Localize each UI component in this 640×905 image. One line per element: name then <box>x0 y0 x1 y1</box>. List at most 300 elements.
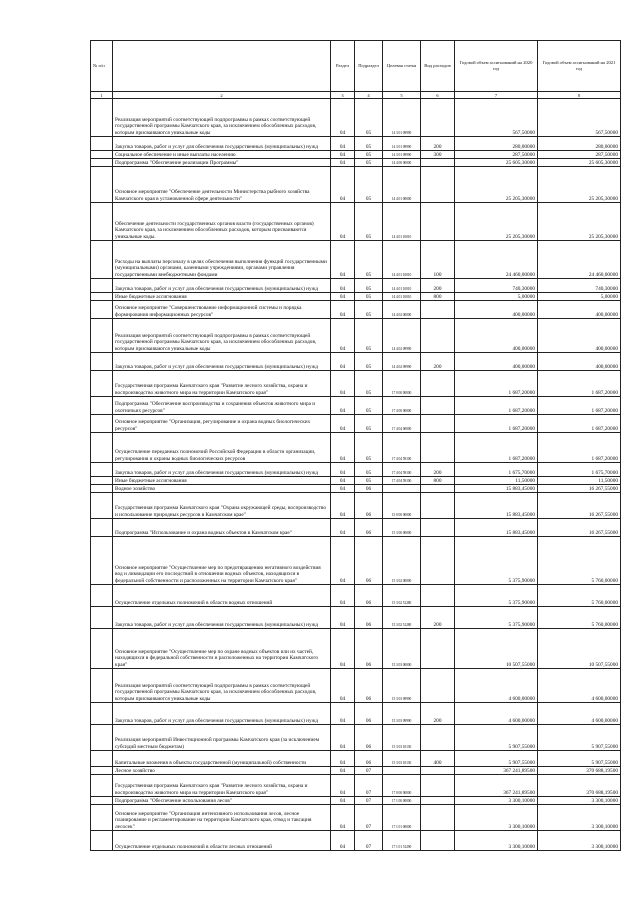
row-section-cell: 04 <box>331 99 355 137</box>
row-subsection-cell: 07 <box>355 767 383 775</box>
budget-table <box>90 40 621 851</box>
row-exp-type-cell <box>421 669 455 703</box>
row-subsection-cell: 05 <box>355 99 383 137</box>
row-section-cell: 04 <box>331 203 355 241</box>
row-amount-2021-cell: 16 267,55000 <box>538 519 621 537</box>
row-amount-2020-cell: 1 687,20000 <box>455 433 538 463</box>
row-number-cell <box>91 167 113 203</box>
row-amount-2020-cell: 3 300,10000 <box>455 831 538 851</box>
row-number-cell <box>91 775 113 797</box>
row-number-cell <box>91 137 113 151</box>
row-subsection-cell: 06 <box>355 669 383 703</box>
table-row <box>91 433 621 463</box>
row-name-cell: Реализация мероприятий соответствующей подпрограммы в рамках соответствующей государственной программы Камчатского края, за исключением обособленных расходов, которым присваиваются уникальные коды <box>113 319 331 353</box>
row-target-cell: 14 3 01 09990 <box>383 99 421 137</box>
row-subsection-cell: 06 <box>355 629 383 669</box>
row-section-cell: 04 <box>331 629 355 669</box>
row-section-cell: 04 <box>331 831 355 851</box>
row-amount-2021-cell: 5 760,00000 <box>538 585 621 607</box>
table-row <box>91 775 621 797</box>
row-target-cell: 17 0 00 00000 <box>383 775 421 797</box>
header-name <box>113 41 331 92</box>
row-amount-2021-cell: 3 300,10000 <box>538 805 621 831</box>
row-amount-2020-cell: 287,50000 <box>455 151 538 159</box>
table-row <box>91 831 621 851</box>
column-number: 1 <box>91 92 113 99</box>
row-name-cell: Капитальные вложения в объекты государственной (муниципальной) собственности <box>113 751 331 767</box>
row-subsection-cell: 05 <box>355 279 383 293</box>
row-amount-2021-cell: 1 687,20000 <box>538 433 621 463</box>
row-exp-type-cell <box>421 397 455 415</box>
table-row <box>91 167 621 203</box>
row-amount-2020-cell: 1 687,20000 <box>455 415 538 433</box>
row-number-cell <box>91 537 113 585</box>
row-name-cell: Закупка товаров, работ и услуг для обеспечения государственных (муниципальных) нужд <box>113 137 331 151</box>
row-subsection-cell: 05 <box>355 477 383 485</box>
row-section-cell: 04 <box>331 751 355 767</box>
column-number: 8 <box>538 92 621 99</box>
row-name-cell: Государственная программа Камчатского края "Охрана окружающей среды, воспроизводство и использование природных ресурсов в Камчатском крае" <box>113 493 331 519</box>
row-subsection-cell: 05 <box>355 433 383 463</box>
row-amount-2021-cell: 400,00000 <box>538 319 621 353</box>
row-exp-type-cell <box>421 319 455 353</box>
row-amount-2021-cell: 16 267,55000 <box>538 485 621 493</box>
row-amount-2020-cell: 400,00000 <box>455 301 538 319</box>
row-amount-2021-cell: 24 460,00000 <box>538 241 621 279</box>
row-name-cell: Лесное хозяйство <box>113 767 331 775</box>
row-section-cell: 04 <box>331 607 355 629</box>
table-row <box>91 137 621 151</box>
row-number-cell <box>91 397 113 415</box>
row-subsection-cell: 06 <box>355 537 383 585</box>
row-amount-2020-cell: 5 375,90000 <box>455 585 538 607</box>
row-name-cell: Основное мероприятие "Совершенствование информационной системы и порядка формирования информационных ресурсов" <box>113 301 331 319</box>
row-name-cell: Расходы на выплаты персоналу в целях обеспечения выполнения функций государственными (муниципальными) органами, казенными учреждениями, органами управления государственными внебюджетными фондами <box>113 241 331 279</box>
column-number: 5 <box>383 92 421 99</box>
row-exp-type-cell <box>421 493 455 519</box>
row-subsection-cell: 06 <box>355 703 383 725</box>
row-target-cell: 14 4 01 10010 <box>383 279 421 293</box>
row-amount-2020-cell: 5 375,90000 <box>455 537 538 585</box>
row-amount-2020-cell: 400,00000 <box>455 353 538 371</box>
row-name-cell: Обеспечение деятельности государственных органов власти (государственных органов) Камчатского края, за исключением обособленных расходов, которым присваиваются уникальные коды. <box>113 203 331 241</box>
row-exp-type-cell <box>421 371 455 397</box>
row-exp-type-cell <box>421 775 455 797</box>
row-target-cell: 14 4 02 09990 <box>383 319 421 353</box>
row-name-cell: Закупка товаров, работ и услуг для обеспечения государственных (муниципальных) нужд <box>113 463 331 477</box>
row-section-cell: 04 <box>331 805 355 831</box>
header-row <box>91 41 621 92</box>
table-row <box>91 353 621 371</box>
header-exp-type: Вид расходов <box>421 41 455 92</box>
table-row <box>91 629 621 669</box>
column-number: 6 <box>421 92 455 99</box>
row-subsection-cell: 05 <box>355 293 383 301</box>
table-row <box>91 797 621 805</box>
row-amount-2020-cell: 1 687,20000 <box>455 371 538 397</box>
row-amount-2020-cell: 3 300,10000 <box>455 805 538 831</box>
row-name-cell: Реализация мероприятий соответствующей подпрограммы в рамках соответствующей государственной программы Камчатского края, за исключением обособленных расходов, которым присваиваются уникальные коды <box>113 669 331 703</box>
row-amount-2020-cell: 280,00000 <box>455 137 538 151</box>
row-number-cell <box>91 159 113 167</box>
row-amount-2020-cell: 24 460,00000 <box>455 241 538 279</box>
table-body <box>91 99 621 851</box>
row-subsection-cell: 05 <box>355 151 383 159</box>
row-exp-type-cell <box>421 767 455 775</box>
row-target-cell: 17 4 04 00000 <box>383 415 421 433</box>
row-amount-2020-cell: 25 205,30000 <box>455 203 538 241</box>
row-subsection-cell: 07 <box>355 805 383 831</box>
row-name-cell: Государственная программа Камчатского края "Развитие лесного хозяйства, охрана и воспроизводство животного мира на территории Камчатского края" <box>113 371 331 397</box>
row-target-cell: 15 3 03 09990 <box>383 669 421 703</box>
row-subsection-cell: 06 <box>355 485 383 493</box>
table-row <box>91 241 621 279</box>
table-row <box>91 371 621 397</box>
row-target-cell: 15 0 00 00000 <box>383 493 421 519</box>
row-target-cell: 15 3 00 00000 <box>383 519 421 537</box>
row-name-cell: Закупка товаров, работ и услуг для обеспечения государственных (муниципальных) нужд <box>113 607 331 629</box>
row-section-cell: 04 <box>331 767 355 775</box>
row-exp-type-cell: 200 <box>421 703 455 725</box>
row-amount-2021-cell: 4 600,00000 <box>538 669 621 703</box>
row-subsection-cell: 06 <box>355 519 383 537</box>
column-number: 2 <box>113 92 331 99</box>
table-row <box>91 319 621 353</box>
table-row <box>91 485 621 493</box>
row-section-cell: 04 <box>331 371 355 397</box>
column-number: 7 <box>455 92 538 99</box>
row-exp-type-cell: 200 <box>421 353 455 371</box>
table-row <box>91 607 621 629</box>
row-amount-2021-cell: 10 507,55000 <box>538 629 621 669</box>
row-exp-type-cell: 200 <box>421 279 455 293</box>
row-section-cell: 04 <box>331 137 355 151</box>
row-amount-2020-cell: 400,00000 <box>455 319 538 353</box>
row-amount-2021-cell: 370 688,19500 <box>538 767 621 775</box>
row-amount-2020-cell: 5 907,55000 <box>455 751 538 767</box>
row-subsection-cell: 06 <box>355 725 383 751</box>
row-section-cell: 04 <box>331 775 355 797</box>
row-amount-2021-cell: 400,00000 <box>538 353 621 371</box>
row-target-cell: 17 1 00 00000 <box>383 797 421 805</box>
row-target-cell: 15 3 03 09990 <box>383 703 421 725</box>
row-amount-2021-cell: 370 688,19500 <box>538 775 621 797</box>
row-exp-type-cell <box>421 805 455 831</box>
row-target-cell: 17 0 00 00000 <box>383 371 421 397</box>
row-amount-2021-cell: 4 600,00000 <box>538 703 621 725</box>
row-amount-2021-cell: 5 907,55000 <box>538 751 621 767</box>
row-section-cell: 04 <box>331 159 355 167</box>
row-target-cell: 14 4 01 00000 <box>383 167 421 203</box>
row-exp-type-cell: 200 <box>421 137 455 151</box>
row-number-cell <box>91 797 113 805</box>
row-exp-type-cell: 100 <box>421 241 455 279</box>
row-number-cell <box>91 293 113 301</box>
row-section-cell: 04 <box>331 797 355 805</box>
row-exp-type-cell <box>421 485 455 493</box>
row-number-cell <box>91 485 113 493</box>
header-year-2021: Годовой объем ассигнований на 2021 год <box>538 41 621 92</box>
table-row <box>91 151 621 159</box>
row-number-cell <box>91 805 113 831</box>
row-amount-2021-cell: 1 687,20000 <box>538 371 621 397</box>
row-target-cell: 15 3 03 10130 <box>383 725 421 751</box>
row-name-cell: Основное мероприятие "Организация, регулирование и охрана водных биологических ресурсов" <box>113 415 331 433</box>
row-section-cell: 04 <box>331 415 355 433</box>
row-target-cell: 15 3 02 51280 <box>383 585 421 607</box>
row-number-cell <box>91 725 113 751</box>
row-target-cell: 14 3 01 09990 <box>383 151 421 159</box>
table-row <box>91 99 621 137</box>
table-row <box>91 751 621 767</box>
row-subsection-cell: 06 <box>355 751 383 767</box>
row-target-cell: 14 4 02 09990 <box>383 353 421 371</box>
row-subsection-cell: 05 <box>355 463 383 477</box>
row-amount-2021-cell: 5,00000 <box>538 293 621 301</box>
row-section-cell: 04 <box>331 493 355 519</box>
row-amount-2020-cell: 367 241,89500 <box>455 767 538 775</box>
column-numbers-row <box>91 92 621 99</box>
header-year-2020: Годовой объем ассигнований на 2020 год <box>455 41 538 92</box>
header-target: Целевая статья <box>383 41 421 92</box>
row-amount-2021-cell: 1 687,20000 <box>538 397 621 415</box>
table-row <box>91 397 621 415</box>
row-amount-2021-cell: 16 267,55000 <box>538 493 621 519</box>
row-number-cell <box>91 279 113 293</box>
row-amount-2021-cell: 1 687,20000 <box>538 415 621 433</box>
row-exp-type-cell: 800 <box>421 477 455 485</box>
column-number: 4 <box>355 92 383 99</box>
row-target-cell: 14 3 01 09990 <box>383 137 421 151</box>
row-section-cell: 04 <box>331 293 355 301</box>
row-exp-type-cell <box>421 797 455 805</box>
row-exp-type-cell <box>421 203 455 241</box>
row-section-cell: 04 <box>331 537 355 585</box>
row-exp-type-cell <box>421 159 455 167</box>
row-target-cell: 14 4 02 00000 <box>383 301 421 319</box>
row-number-cell <box>91 151 113 159</box>
row-name-cell: Осуществление отдельных полномочий в области водных отношений <box>113 585 331 607</box>
row-exp-type-cell <box>421 831 455 851</box>
row-subsection-cell: 06 <box>355 585 383 607</box>
row-amount-2020-cell: 567,50000 <box>455 99 538 137</box>
row-amount-2021-cell: 5 760,00000 <box>538 537 621 585</box>
row-section-cell: 04 <box>331 485 355 493</box>
table-row <box>91 519 621 537</box>
header-num: № п/п <box>91 41 113 92</box>
row-subsection-cell: 05 <box>355 241 383 279</box>
row-target-cell: 14 4 00 00000 <box>383 159 421 167</box>
row-target-cell: 14 4 01 10010 <box>383 203 421 241</box>
row-amount-2020-cell: 1 675,70000 <box>455 463 538 477</box>
row-subsection-cell: 05 <box>355 301 383 319</box>
row-subsection-cell: 05 <box>355 167 383 203</box>
table-row <box>91 805 621 831</box>
row-amount-2020-cell: 5 907,55000 <box>455 725 538 751</box>
row-target-cell: 17 1 01 00000 <box>383 805 421 831</box>
row-number-cell <box>91 585 113 607</box>
row-amount-2021-cell: 5 907,55000 <box>538 725 621 751</box>
table-row <box>91 585 621 607</box>
row-name-cell: Осуществление отдельных полномочий в области лесных отношений <box>113 831 331 851</box>
row-subsection-cell: 05 <box>355 371 383 397</box>
row-subsection-cell: 06 <box>355 493 383 519</box>
row-section-cell: 04 <box>331 477 355 485</box>
row-amount-2021-cell: 25 605,30000 <box>538 159 621 167</box>
row-exp-type-cell <box>421 167 455 203</box>
row-name-cell: Основное мероприятие "Организация интенсивного использования лесов, лесное планирование и регламентирование на территории Камчатского края, отвод и таксация лесосек" <box>113 805 331 831</box>
row-amount-2020-cell: 4 600,00000 <box>455 703 538 725</box>
row-name-cell: Подпрограмма "Обеспечение использования лесов" <box>113 797 331 805</box>
row-target-cell <box>383 485 421 493</box>
row-amount-2021-cell: 740,30000 <box>538 279 621 293</box>
row-exp-type-cell <box>421 99 455 137</box>
row-section-cell: 04 <box>331 319 355 353</box>
row-amount-2020-cell: 25 205,30000 <box>455 167 538 203</box>
row-number-cell <box>91 767 113 775</box>
row-exp-type-cell: 200 <box>421 607 455 629</box>
row-exp-type-cell: 200 <box>421 463 455 477</box>
row-name-cell: Подпрограмма "Обеспечение реализации Программы" <box>113 159 331 167</box>
row-name-cell: Осуществление переданных полномочий Российской Федерации в области организации, регулирования и охраны водных биологических ресурсов <box>113 433 331 463</box>
row-amount-2020-cell: 10 507,55000 <box>455 629 538 669</box>
row-amount-2020-cell: 740,30000 <box>455 279 538 293</box>
row-number-cell <box>91 477 113 485</box>
row-name-cell: Закупка товаров, работ и услуг для обеспечения государственных (муниципальных) нужд <box>113 703 331 725</box>
row-target-cell: 15 3 02 00000 <box>383 537 421 585</box>
row-name-cell: Иные бюджетные ассигнования <box>113 293 331 301</box>
row-name-cell: Закупка товаров, работ и услуг для обеспечения государственных (муниципальных) нужд <box>113 353 331 371</box>
row-target-cell: 17 4 04 59100 <box>383 477 421 485</box>
row-number-cell <box>91 241 113 279</box>
row-target-cell: 15 3 03 00000 <box>383 629 421 669</box>
row-section-cell: 04 <box>331 703 355 725</box>
row-subsection-cell: 05 <box>355 319 383 353</box>
table-row <box>91 669 621 703</box>
row-number-cell <box>91 519 113 537</box>
row-name-cell: Реализация мероприятий Инвестиционной программы Камчатского края (за исключением субсидий местным бюджетам) <box>113 725 331 751</box>
row-number-cell <box>91 703 113 725</box>
row-amount-2021-cell: 400,00000 <box>538 301 621 319</box>
row-number-cell <box>91 301 113 319</box>
row-subsection-cell: 07 <box>355 775 383 797</box>
table-row <box>91 767 621 775</box>
row-name-cell: Социальное обеспечение и иные выплаты населению <box>113 151 331 159</box>
row-section-cell: 04 <box>331 669 355 703</box>
row-subsection-cell: 05 <box>355 159 383 167</box>
row-name-cell: Водное хозяйство <box>113 485 331 493</box>
row-exp-type-cell <box>421 301 455 319</box>
row-exp-type-cell <box>421 725 455 751</box>
row-name-cell: Государственная программа Камчатского края "Развитие лесного хозяйства, охрана и воспроизводство животного мира на территории Камчатского края" <box>113 775 331 797</box>
row-section-cell: 04 <box>331 301 355 319</box>
column-number: 3 <box>331 92 355 99</box>
row-amount-2020-cell: 15 883,45000 <box>455 493 538 519</box>
row-section-cell: 04 <box>331 397 355 415</box>
header-section: Раздел <box>331 41 355 92</box>
table-row <box>91 415 621 433</box>
row-number-cell <box>91 99 113 137</box>
row-subsection-cell: 07 <box>355 831 383 851</box>
row-target-cell: 17 1 01 51290 <box>383 831 421 851</box>
row-target-cell <box>383 767 421 775</box>
row-exp-type-cell <box>421 433 455 463</box>
row-exp-type-cell <box>421 629 455 669</box>
row-subsection-cell: 05 <box>355 137 383 151</box>
table-row <box>91 477 621 485</box>
row-amount-2021-cell: 567,50000 <box>538 99 621 137</box>
table-row <box>91 279 621 293</box>
row-amount-2020-cell: 1 687,20000 <box>455 397 538 415</box>
row-subsection-cell: 06 <box>355 607 383 629</box>
row-number-cell <box>91 607 113 629</box>
row-number-cell <box>91 493 113 519</box>
row-target-cell: 14 4 01 10010 <box>383 241 421 279</box>
row-number-cell <box>91 319 113 353</box>
row-target-cell: 15 3 02 51280 <box>383 607 421 629</box>
row-amount-2021-cell: 3 300,10000 <box>538 797 621 805</box>
row-name-cell: Подпрограмма "Использование и охрана водных объектов в Камчатском крае" <box>113 519 331 537</box>
row-number-cell <box>91 433 113 463</box>
table-row <box>91 301 621 319</box>
row-amount-2020-cell: 15 883,45000 <box>455 519 538 537</box>
row-target-cell: 17 4 00 00000 <box>383 397 421 415</box>
table-row <box>91 725 621 751</box>
row-name-cell: Закупка товаров, работ и услуг для обеспечения государственных (муниципальных) нужд <box>113 279 331 293</box>
row-amount-2021-cell: 25 205,30000 <box>538 167 621 203</box>
table-row <box>91 537 621 585</box>
row-subsection-cell: 05 <box>355 415 383 433</box>
row-subsection-cell: 07 <box>355 797 383 805</box>
table-row <box>91 463 621 477</box>
row-number-cell <box>91 629 113 669</box>
row-section-cell: 04 <box>331 353 355 371</box>
row-exp-type-cell <box>421 415 455 433</box>
row-subsection-cell: 05 <box>355 397 383 415</box>
row-section-cell: 04 <box>331 463 355 477</box>
row-target-cell: 17 4 04 59100 <box>383 433 421 463</box>
row-amount-2021-cell: 280,00000 <box>538 137 621 151</box>
table-row <box>91 159 621 167</box>
row-subsection-cell: 05 <box>355 353 383 371</box>
row-exp-type-cell <box>421 585 455 607</box>
row-amount-2020-cell: 15 883,45000 <box>455 485 538 493</box>
row-number-cell <box>91 353 113 371</box>
table-row <box>91 493 621 519</box>
row-amount-2020-cell: 3 300,10000 <box>455 797 538 805</box>
row-amount-2020-cell: 5 375,90000 <box>455 607 538 629</box>
table-row <box>91 293 621 301</box>
row-target-cell: 17 4 04 59100 <box>383 463 421 477</box>
row-exp-type-cell: 400 <box>421 751 455 767</box>
row-number-cell <box>91 669 113 703</box>
row-subsection-cell: 05 <box>355 203 383 241</box>
row-amount-2021-cell: 5 760,00000 <box>538 607 621 629</box>
row-number-cell <box>91 371 113 397</box>
table-row <box>91 203 621 241</box>
row-amount-2021-cell: 11,50000 <box>538 477 621 485</box>
row-section-cell: 04 <box>331 279 355 293</box>
row-exp-type-cell: 300 <box>421 151 455 159</box>
row-name-cell: Основное мероприятие "Осуществление мер по предотвращению негативного воздействия вод и ликвидации его последствий в отношении водных объектов, находящихся в федеральной собственности и расположенных на территории Камчатского края" <box>113 537 331 585</box>
row-amount-2021-cell: 287,50000 <box>538 151 621 159</box>
row-exp-type-cell: 800 <box>421 293 455 301</box>
row-name-cell: Иные бюджетные ассигнования <box>113 477 331 485</box>
row-name-cell: Подпрограмма "Обеспечение воспроизводства и сохранения объектов животного мира и охотничьих ресурсов" <box>113 397 331 415</box>
row-amount-2020-cell: 11,50000 <box>455 477 538 485</box>
row-number-cell <box>91 463 113 477</box>
row-amount-2021-cell: 3 300,10000 <box>538 831 621 851</box>
